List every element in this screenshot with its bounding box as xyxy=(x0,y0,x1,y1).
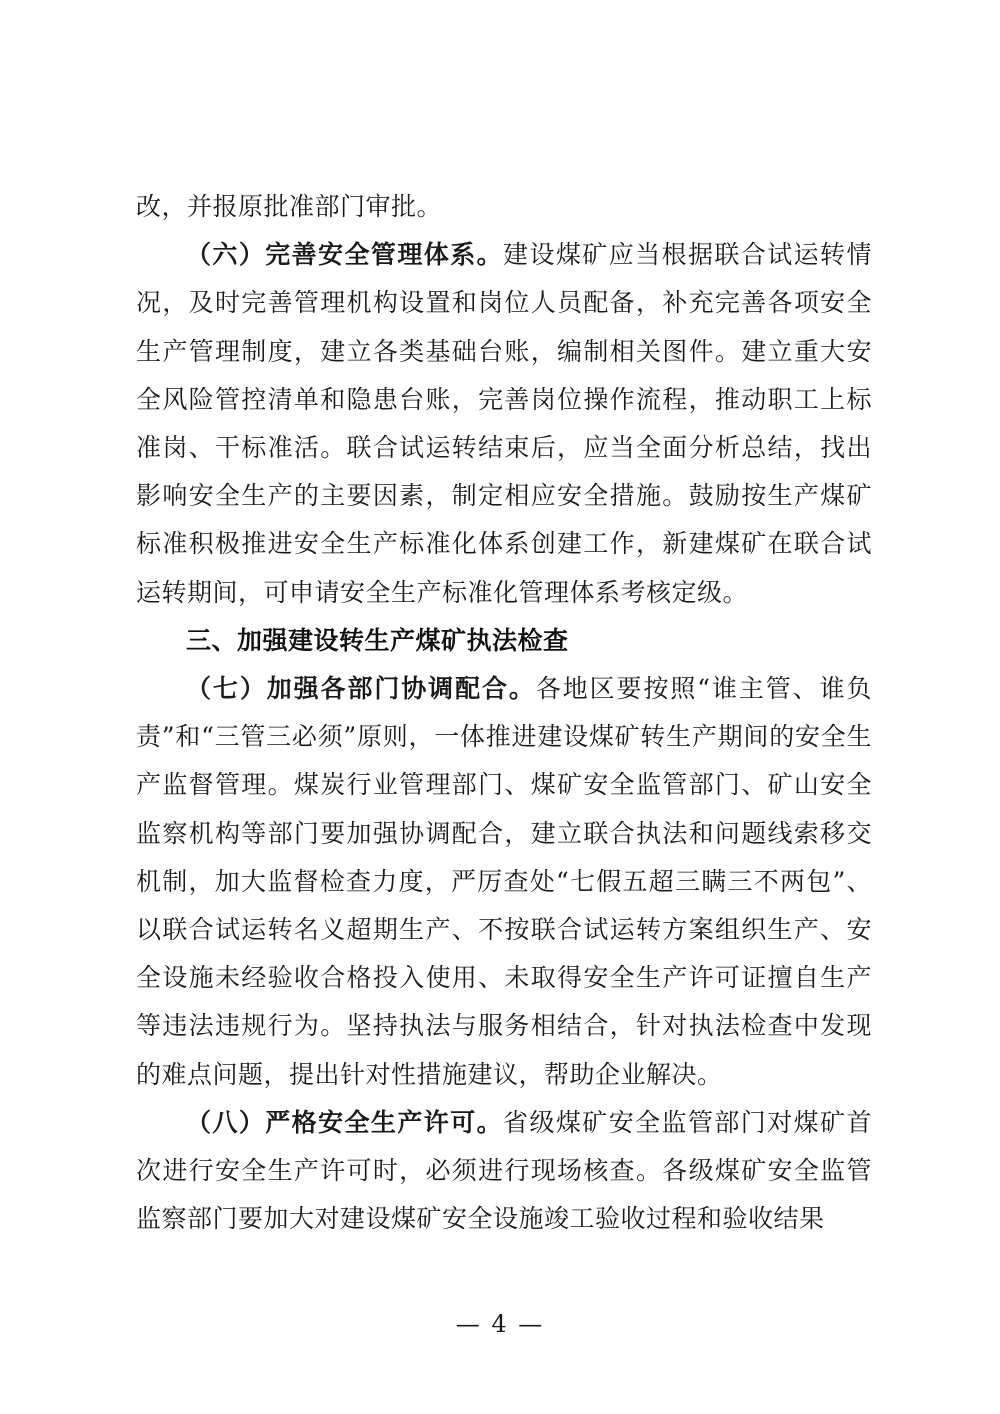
paragraph-lead-heading: （七）加强各部门协调配合。 xyxy=(186,674,536,704)
paragraph-text: 建设煤矿应当根据联合试运转情况，及时完善管理机构设置和岗位人员配备，补充完善各项安全生产管理制度，建立各类基础台账，编制相关图件。建立重大安全风险管控清单和隐患台账，完善岗位操作流程，推动职工上标准岗、干标准活。联合试运转结束后，应当全面分析总结，找出影响安全生产的主要因素，制定相应安全措施。鼓励按生产煤矿标准积极推进安全生产标准化体系创建工作，新建煤矿在联合试运转期间，可申请安全生产标准化管理体系考核定级。 xyxy=(136,240,872,607)
section-heading-3: 三、加强建设转生产煤矿执法检查 xyxy=(186,625,569,655)
paragraph-text: 各地区要按照“谁主管、谁负责”和“三管三必须”原则，一体推进建设煤矿转生产期间的安全生产监督管理。煤炭行业管理部门、煤矿安全监管部门、矿山安全监察机构等部门要加强协调配合，建立联合执法和问题线索移交机制，加大监督检查力度，严厉查处“七假五超三瞒三不两包”、以联合试运转名义超期生产、不按联合试运转方案组织生产、安全设施未经验收合格投入使用、未取得安全生产许可证擅自生产等违法违规行为。坚持执法与服务相结合，针对执法检查中发现的难点问题，提出针对性措施建议，帮助企业解决。 xyxy=(136,674,872,1089)
paragraph-text: 省级煤矿安全监管部门对煤矿首次进行安全生产许可时，必须进行现场核查。各级煤矿安全监管监察部门要加大对建设煤矿安全设施竣工验收过程和验收结果 xyxy=(136,1107,872,1234)
paragraph-text: 改，并报原批准部门审批。 xyxy=(136,192,443,221)
paragraph-section-7 xyxy=(136,665,872,1099)
page-number: — 4 — xyxy=(455,1310,545,1338)
paragraph-continuation xyxy=(136,183,872,231)
paragraph-lead-heading: （八）严格安全生产许可。 xyxy=(186,1107,504,1137)
paragraph-section-8 xyxy=(136,1099,872,1244)
paragraph-lead-heading: （六）完善安全管理体系。 xyxy=(186,240,504,270)
paragraph-section-6 xyxy=(136,231,872,617)
document-body xyxy=(136,183,872,1243)
